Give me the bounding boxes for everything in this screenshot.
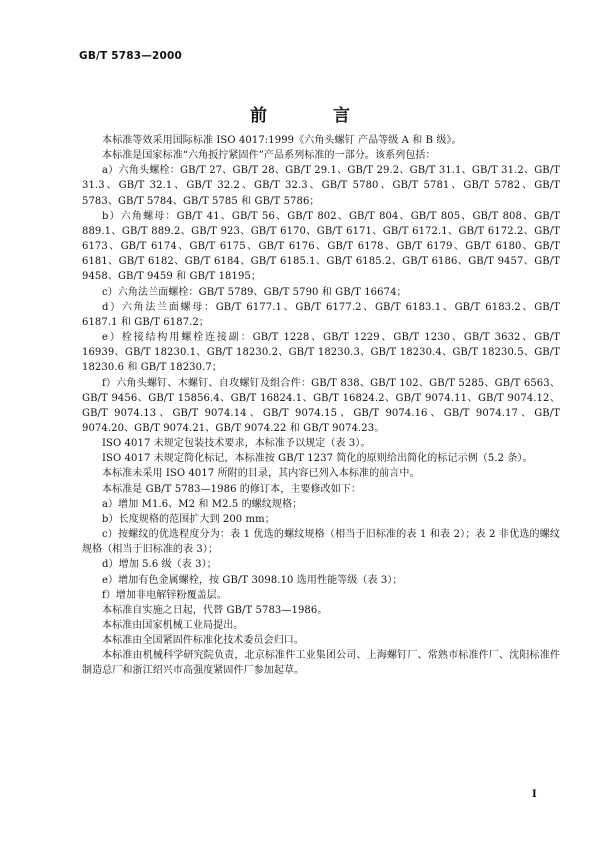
paragraph: b）六角螺母：GB/T 41、GB/T 56、GB/T 802、GB/T 804、GB/T 805、GB/T 808、GB/T 889.1、GB/T 889.2、GB/T 923、GB/T 6170、GB/T 6171、GB/T 6172.1、GB/T 6172.2、GB/T 6173、GB/T 6174、GB/T 6175、GB/T 6176、GB/T 6178、GB/T 6179、GB/T 6180、GB/T 6181、GB/T 6182、GB/T 6184、GB/T 6185.1、GB/T 6185.2、GB/T 6186、GB/T 9457、GB/T 9458、GB/T 9459 和 GB/T 18195； xyxy=(82,210,560,283)
paragraph: ISO 4017 未规定简化标记，本标准按 GB/T 1237 简化的原则给出简化的标记示例（5.2 条）。 xyxy=(102,453,533,465)
paragraph: ISO 4017 未规定包装技术要求，本标准予以规定（表 3）。 xyxy=(102,438,371,450)
paragraph: d）增加 5.6 级（表 3）； xyxy=(102,559,217,571)
paragraph: e）栓接结构用螺栓连接副：GB/T 1228、GB/T 1229、GB/T 1230、GB/T 3632、GB/T 16939、GB/T 18230.1、GB/T 18230.2、GB/T 18230.3、GB/T 18230.4、GB/T 18230.5、GB/T 18230.6 和 GB/T 18230.7； xyxy=(82,332,560,374)
page-number: I xyxy=(532,789,537,800)
paragraph: 本标准等效采用国际标准 ISO 4017:1999《六角头螺钉 产品等级 A 和 B 级》。 xyxy=(102,135,462,146)
paragraph: c）按螺纹的优选程度分为：表 1 优选的螺纹规格（相当于旧标准的表 1 和表 2）；表 2 非优选的螺纹规格（相当于旧标准的表 3）； xyxy=(82,529,560,556)
preface-body xyxy=(82,133,560,679)
paragraph: 本标准是 GB/T 5783—1986 的修订本，主要修改如下： xyxy=(102,483,362,495)
paragraph: b）长度规格的范围扩大到 200 mm； xyxy=(102,513,275,525)
paragraph: c）六角法兰面螺栓：GB/T 5789、GB/T 5790 和 GB/T 16674； xyxy=(102,286,407,298)
paragraph: f）六角头螺钉、木螺钉、自攻螺钉及组合件：GB/T 838、GB/T 102、GB/T 5285、GB/T 6563、GB/T 9456、GB/T 15856.4、GB/T 16824.1、GB/T 16824.2、GB/T 9074.11、GB/T 9074.12、GB/T 9074.13、GB/T 9074.14、GB/T 9074.15、GB/T 9074.16、GB/T 9074.17、GB/T 9074.20、GB/T 9074.21、GB/T 9074.22 和 GB/T 9074.23。 xyxy=(82,377,560,434)
paragraph: e）增加有色金属螺栓，按 GB/T 3098.10 选用性能等级（表 3）； xyxy=(102,574,403,586)
page-title: 前 言 xyxy=(250,106,380,126)
paragraph: 本标准由全国紧固件标准化技术委员会归口。 xyxy=(102,635,304,647)
standard-code: GB/T 5783—2000 xyxy=(79,50,183,62)
paragraph: f）增加非电解锌粉覆盖层。 xyxy=(102,589,228,601)
paragraph: a）六角头螺栓：GB/T 27、GB/T 28、GB/T 29.1、GB/T 29.2、GB/T 31.1、GB/T 31.2、GB/T 31.3、GB/T 32.1、GB/T 32.2、GB/T 32.3、GB/T 5780、GB/T 5781、GB/T 5782、GB/T 5783、GB/T 5784、GB/T 5785 和 GB/T 5786； xyxy=(82,165,560,207)
paragraph: 本标准由机械科学研究院负责，北京标准件工业集团公司、上海螺钉厂、常熟市标准件厂、沈阳标准件制造总厂和浙江绍兴市高强度紧固件厂参加起草。 xyxy=(82,650,560,677)
paragraph: a）增加 M1.6、M2 和 M2.5 的螺纹规格； xyxy=(102,498,303,510)
paragraph: 本标准是国家标准“六角扳拧紧固件”产品系列标准的一部分。该系列包括： xyxy=(102,150,436,162)
paragraph: 本标准未采用 ISO 4017 所附的目录，其内容已列入本标准的前言中。 xyxy=(102,468,420,480)
paragraph: d）六角法兰面螺母：GB/T 6177.1、GB/T 6177.2、GB/T 6183.1、GB/T 6183.2、GB/T 6187.1 和 GB/T 6187.2； xyxy=(82,301,560,328)
paragraph: 本标准自实施之日起，代替 GB/T 5783—1986。 xyxy=(102,604,328,616)
paragraph: 本标准由国家机械工业局提出。 xyxy=(102,620,244,631)
